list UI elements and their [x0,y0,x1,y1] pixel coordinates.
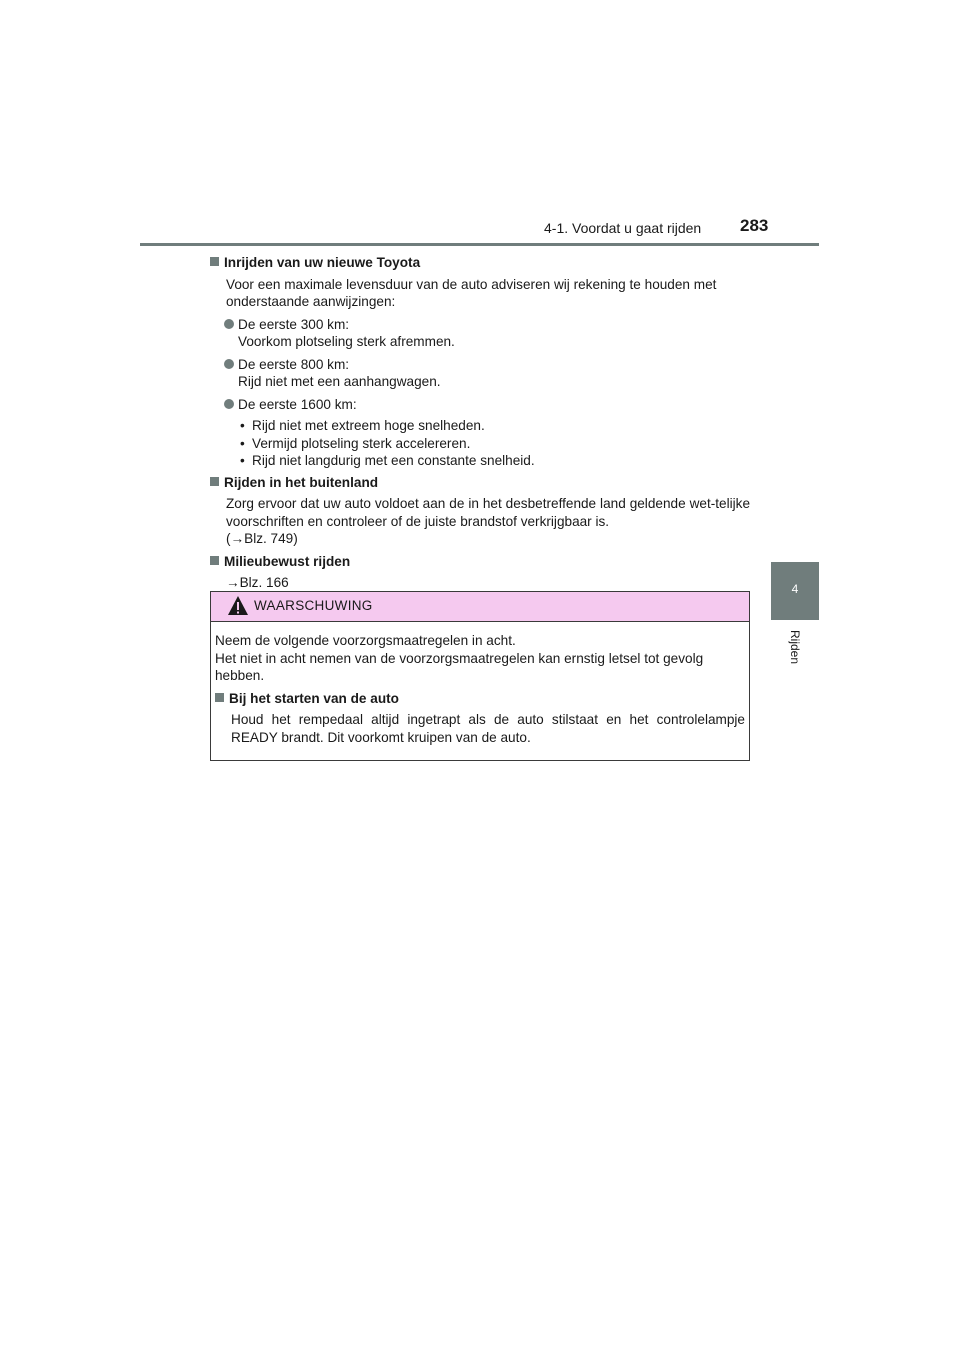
section-heading-text: Milieubewust rijden [224,553,351,569]
dot-bullet-icon: • [240,418,245,433]
main-content [210,254,750,592]
round-bullet-icon [224,319,234,329]
section-text: Zorg ervoor dat uw auto voldoet aan de in het desbetreffende land geldende wet-telijke voorschriften en controleer of de juiste brandstof verkrijgbaar is. [226,496,750,529]
square-bullet-icon [215,693,224,702]
square-bullet-icon [210,257,219,266]
square-bullet-icon [210,556,219,565]
chapter-tab [771,562,819,620]
warning-triangle-icon [227,595,249,616]
sub-list-item-text: Rijd niet langdurig met een constante snelheid. [252,453,535,468]
warning-body [211,622,749,746]
section-heading-buitenland [210,474,750,492]
sub-list-item-text: Vermijd plotseling sterk accelereren. [252,435,471,451]
section-heading-milieu [210,553,750,571]
warning-header [211,592,749,622]
sub-list-item [240,417,750,435]
warning-subheading-text: Bij het starten van de auto [229,690,399,706]
warning-intro-2: Het niet in acht nemen van de voorzorgsmaatregelen kan ernstig letsel tot gevolg hebben. [215,650,704,683]
chapter-tab-label-wrap [772,630,818,670]
list-item-title: De eerste 800 km: [238,356,350,372]
page-reference: (→Blz. 749) [226,531,298,546]
list-item [210,356,750,391]
square-bullet-icon [210,477,219,486]
page-number: 283 [740,216,769,235]
chapter-tab-label: Rijden [788,630,802,665]
page-reference: →Blz. 166 [226,575,289,590]
header-divider [140,243,819,246]
warning-intro-1: Neem de volgende voorzorgsmaatregelen in acht. [215,633,516,648]
list-item [210,396,750,414]
section-heading-text: Rijden in het buitenland [224,474,379,490]
chapter-tab-number: 4 [791,582,799,596]
sub-list-item [240,452,750,470]
section-intro: Voor een maximale levensduur van de auto adviseren wij rekening te houden met onderstaande aanwijzingen: [226,276,717,309]
dot-bullet-icon: • [240,453,245,468]
warning-subheading [215,690,745,708]
section-heading-text: Inrijden van uw nieuwe Toyota [224,255,421,270]
sub-list-item-text: Rijd niet met extreem hoge snelheden. [252,418,485,433]
list-item-text: Rijd niet met een aanhangwagen. [238,374,441,389]
list-item-text: Voorkom plotseling sterk afremmen. [238,334,455,349]
list-item-title: De eerste 300 km: [238,316,350,332]
sub-list [210,417,750,470]
warning-box [210,591,750,761]
chapter-title: 4-1. Voordat u gaat rijden [544,220,702,236]
round-bullet-icon [224,399,234,409]
list-item-title: De eerste 1600 km: [238,396,357,412]
list-item [210,316,750,351]
round-bullet-icon [224,359,234,369]
warning-title: WAARSCHUWING [254,598,373,613]
sub-list-item [240,435,750,453]
dot-bullet-icon: • [240,435,245,451]
section-heading-inrijden [210,254,750,272]
warning-text: Houd het rempedaal altijd ingetrapt als de auto stilstaat en het controlelampje READY brandt. Dit voorkomt kruipen van de auto. [231,712,745,745]
